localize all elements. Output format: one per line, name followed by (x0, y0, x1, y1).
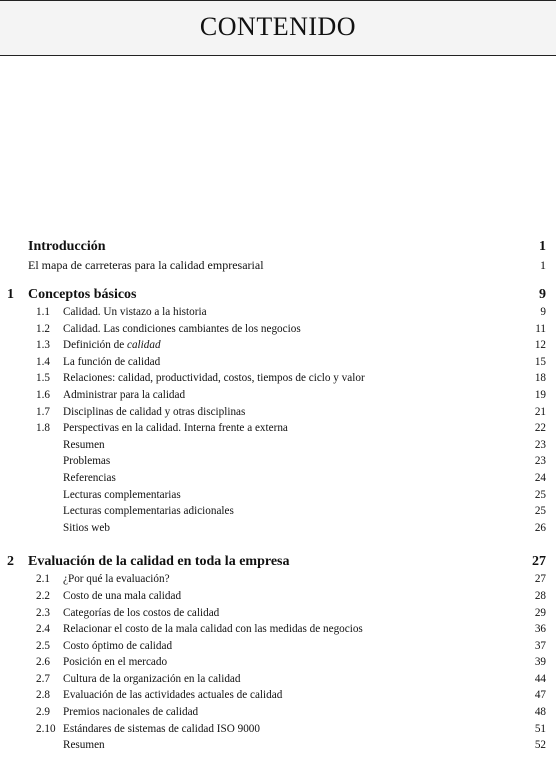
entry-title: Problemas (63, 455, 111, 468)
toc-entry (0, 470, 556, 487)
toc-entry (0, 638, 556, 655)
entry-title: Posición en el mercado (63, 656, 168, 669)
toc-entry (0, 503, 556, 520)
entry-page: 28 (534, 589, 546, 602)
entry-title-italic: calidad (127, 339, 161, 352)
entry-page: 26 (534, 521, 546, 534)
entry-number: 2.6 (36, 656, 50, 669)
entry-title: Sitios web (63, 521, 110, 534)
entry-title (63, 337, 161, 354)
entry-page: 19 (534, 388, 546, 401)
entry-title-prefix: Definición de (63, 339, 127, 352)
entry-title: Lecturas complementarias adicionales (63, 505, 234, 518)
intro-line: El mapa de carreteras para la calidad empresarial (28, 258, 264, 272)
table-of-contents (0, 238, 556, 754)
entry-title: Referencias (63, 471, 116, 484)
entry-page: 12 (534, 339, 546, 352)
entry-page: 44 (534, 672, 546, 685)
entry-title: Evaluación de las actividades actuales de calidad (63, 689, 283, 702)
entry-title: Costo de una mala calidad (63, 589, 182, 602)
entry-number: 2.7 (36, 672, 50, 685)
chapter-1-heading-row (0, 286, 556, 304)
entry-number: 1.7 (36, 405, 50, 418)
entry-title: Administrar para la calidad (63, 388, 186, 401)
entry-page: 15 (534, 355, 546, 368)
toc-entry (0, 304, 556, 321)
entry-page: 51 (534, 722, 546, 735)
entry-number: 2.8 (36, 689, 50, 702)
entry-number: 2.5 (36, 639, 50, 652)
entry-page: 37 (534, 639, 546, 652)
toc-entry (0, 671, 556, 688)
entry-page: 47 (534, 689, 546, 702)
toc-entry (0, 737, 556, 754)
entry-page: 23 (534, 455, 546, 468)
entry-title: Estándares de sistemas de calidad ISO 9000 (63, 722, 260, 735)
entry-title: Perspectivas en la calidad. Interna frente a externa (63, 422, 288, 435)
entry-number: 2.1 (36, 573, 50, 586)
entry-title: Relacionar el costo de la mala calidad con las medidas de negocios (63, 623, 363, 636)
entry-page: 52 (534, 739, 546, 752)
entry-number: 1.5 (36, 372, 50, 385)
chapter-2-heading-row (0, 553, 556, 571)
entry-number: 1.2 (36, 322, 50, 335)
entry-page: 24 (534, 471, 546, 484)
toc-entry (0, 437, 556, 454)
entry-page: 25 (534, 505, 546, 518)
entry-title: Cultura de la organización en la calidad (63, 672, 241, 685)
entry-number: 1.1 (36, 306, 50, 318)
intro-heading: Introducción (28, 239, 106, 254)
entry-page: 36 (534, 623, 546, 636)
entry-number: 1.6 (36, 388, 50, 401)
toc-entry (0, 337, 556, 354)
entry-title: Calidad. Un vistazo a la historia (63, 306, 207, 318)
toc-entry (0, 370, 556, 387)
toc-entry (0, 453, 556, 470)
chapter-2-number: 2 (7, 554, 14, 570)
intro-line-row (0, 256, 556, 274)
chapter-1-title: Conceptos básicos (28, 287, 137, 302)
entry-page: 18 (534, 372, 546, 385)
entry-title: ¿Por qué la evaluación? (63, 573, 170, 586)
entry-title: Relaciones: calidad, productividad, costos, tiempos de ciclo y valor (63, 372, 365, 385)
chapter-1-page: 9 (539, 287, 546, 302)
entry-page: 21 (534, 405, 546, 418)
chapter-2-title: Evaluación de la calidad en toda la empresa (28, 554, 290, 570)
toc-entry (0, 721, 556, 738)
chapter-1-number: 1 (7, 287, 14, 302)
entry-number: 1.4 (36, 355, 50, 368)
entry-page: 22 (534, 422, 546, 435)
entry-page: 9 (540, 306, 546, 318)
toc-entry (0, 588, 556, 605)
entry-page: 39 (534, 656, 546, 669)
toc-entry (0, 621, 556, 638)
entry-number: 2.3 (36, 606, 50, 619)
intro-heading-row (0, 238, 556, 256)
toc-entry (0, 420, 556, 437)
entry-title: La función de calidad (63, 355, 161, 368)
entry-number: 2.2 (36, 589, 50, 602)
entry-page: 23 (534, 438, 546, 451)
entry-page: 27 (534, 573, 546, 586)
entry-title: Disciplinas de calidad y otras disciplinas (63, 405, 246, 418)
entry-number: 2.4 (36, 623, 50, 636)
toc-entry (0, 704, 556, 721)
entry-title: Costo óptimo de calidad (63, 639, 173, 652)
entry-title: Lecturas complementarias (63, 488, 181, 501)
toc-entry (0, 654, 556, 671)
chapter-2-page: 27 (532, 554, 546, 570)
entry-number: 1.8 (36, 422, 50, 435)
toc-entry (0, 571, 556, 588)
toc-entry (0, 321, 556, 338)
entry-page: 29 (534, 606, 546, 619)
entry-title: Resumen (63, 739, 105, 752)
toc-entry (0, 387, 556, 404)
entry-number: 2.10 (36, 722, 56, 735)
entry-title: Resumen (63, 438, 105, 451)
intro-heading-page: 1 (539, 239, 546, 254)
toc-entry (0, 687, 556, 704)
entry-title: Categorías de los costos de calidad (63, 606, 220, 619)
entry-title: Calidad. Las condiciones cambiantes de los negocios (63, 322, 301, 335)
toc-entry (0, 354, 556, 371)
entry-title: Premios nacionales de calidad (63, 706, 199, 719)
entry-page: 25 (534, 488, 546, 501)
toc-entry (0, 404, 556, 421)
entry-page: 48 (534, 706, 546, 719)
entry-number: 1.3 (36, 339, 50, 352)
entry-number: 2.9 (36, 706, 50, 719)
page-title: CONTENIDO (199, 12, 357, 41)
toc-entry (0, 520, 556, 537)
intro-line-page: 1 (540, 258, 546, 272)
toc-entry (0, 487, 556, 504)
entry-page: 11 (535, 322, 546, 335)
toc-entry (0, 605, 556, 622)
